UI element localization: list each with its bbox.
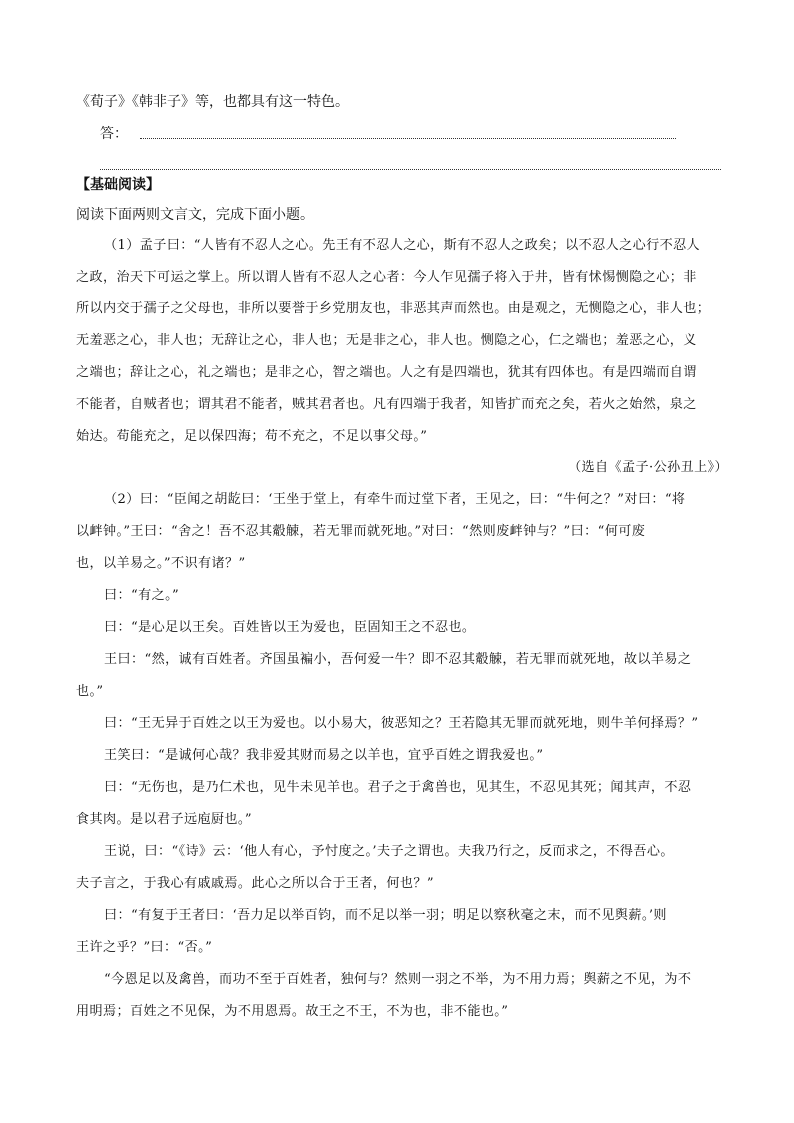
passage-1-line: 之政，治天下可运之掌上。所以谓人皆有不忍人之心者：今人乍见孺子将入于井，皆有怵惕恻隐之心；非	[76, 270, 697, 285]
passage-2-line: 也。”	[76, 684, 104, 699]
section-instruction: 阅读下面两则文言文，完成下面小题。	[76, 207, 314, 223]
passage-2-line: 王曰：“然，诚有百姓者。齐国虽褊小，吾何爱一牛？即不忍其觳觫，若无罪而就死地，故以羊易之	[104, 652, 692, 667]
passage-2-line: 王笑曰：“是诚何心哉？我非爱其财而易之以羊也，宜乎百姓之谓我爱也。”	[104, 748, 544, 763]
passage-1-line: 不能者，自贼者也；谓其君不能者，贼其君者也。凡有四端于我者，知皆扩而充之矣，若火之始然，泉之	[76, 397, 697, 412]
passage-1-line: 无羞恶之心，非人也；无辞让之心，非人也；无是非之心，非人也。恻隐之心，仁之端也；羞恶之心，义	[76, 333, 697, 348]
passage-2-line: 夫子言之，于我心有戚戚焉。此心之所以合于王者，何也？”	[76, 876, 434, 891]
passage-2-line: 曰：“有之。”	[104, 588, 180, 603]
passage-1-line: 之端也；辞让之心，礼之端也；是非之心，智之端也。人之有是四端也，犹其有四体也。有是四端而自谓	[76, 365, 697, 380]
passage-1-line: 所以内交于孺子之父母也，非所以要誉于乡党朋友也，非恶其声而然也。由是观之，无恻隐之心，非人也；	[76, 301, 711, 316]
passage-2-line: 曰：“是心足以王矣。百姓皆以王为爱也，臣固知王之不忍也。	[104, 620, 476, 635]
passage-1-source: （选自《孟子·公孙丑上》）	[568, 460, 728, 475]
passage-2-line: （2）曰：“臣闻之胡龁曰：‘王坐于堂上，有牵牛而过堂下者，王见之，曰：“牛何之？”对曰：“将	[104, 492, 686, 507]
passage-2-line: 也，以羊易之。”不识有诸？”	[76, 556, 246, 571]
passage-2-line: 食其肉。是以君子远庖厨也。”	[76, 812, 252, 827]
passage-2-line: 曰：“无伤也，是乃仁术也，见牛未见羊也。君子之于禽兽也，见其生，不忍见其死；闻其声，不忍	[104, 780, 692, 795]
passage-1-line: 始达。苟能充之，足以保四海；苟不充之，不足以事父母。”	[76, 429, 428, 444]
passage-2-line: 曰：“有复于王者曰：‘吾力足以举百钧，而不足以举一羽；明足以察秋毫之末，而不见舆薪。’则	[104, 908, 667, 923]
passage-2-line: 王说，曰：“《诗》云：‘他人有心，予忖度之。’夫子之谓也。夫我乃行之，反而求之，不得吾心。	[104, 844, 674, 859]
passage-2-line: 王许之乎？”曰：“否。”	[76, 940, 213, 955]
passage-1-line: （1）孟子曰：“人皆有不忍人之心。先王有不忍人之心，斯有不忍人之政矣；以不忍人之心行不忍人	[104, 238, 701, 253]
answer-line-2[interactable]	[100, 169, 721, 170]
section-title: 【基础阅读】	[76, 177, 160, 193]
answer-label: 答：	[100, 126, 128, 142]
passage-2-line: 以衅钟。”王曰：“舍之！吾不忍其觳觫，若无罪而就死地。”对曰：“然则废衅钟与？”曰：“何可废	[76, 524, 646, 539]
intro-line: 《荀子》《韩非子》等，也都具有这一特色。	[76, 94, 349, 110]
passage-2-line: “今恩足以及禽兽，而功不至于百姓者，独何与？然则一羽之不举，为不用力焉；舆薪之不见，为不	[104, 972, 692, 987]
passage-2-line: 曰：“王无异于百姓之以王为爱也。以小易大，彼恶知之？王若隐其无罪而就死地，则牛羊何择焉？”	[104, 716, 699, 731]
passage-2-line: 用明焉；百姓之不见保，为不用恩焉。故王之不王，不为也，非不能也。”	[76, 1004, 509, 1019]
answer-line-1[interactable]	[140, 138, 676, 139]
